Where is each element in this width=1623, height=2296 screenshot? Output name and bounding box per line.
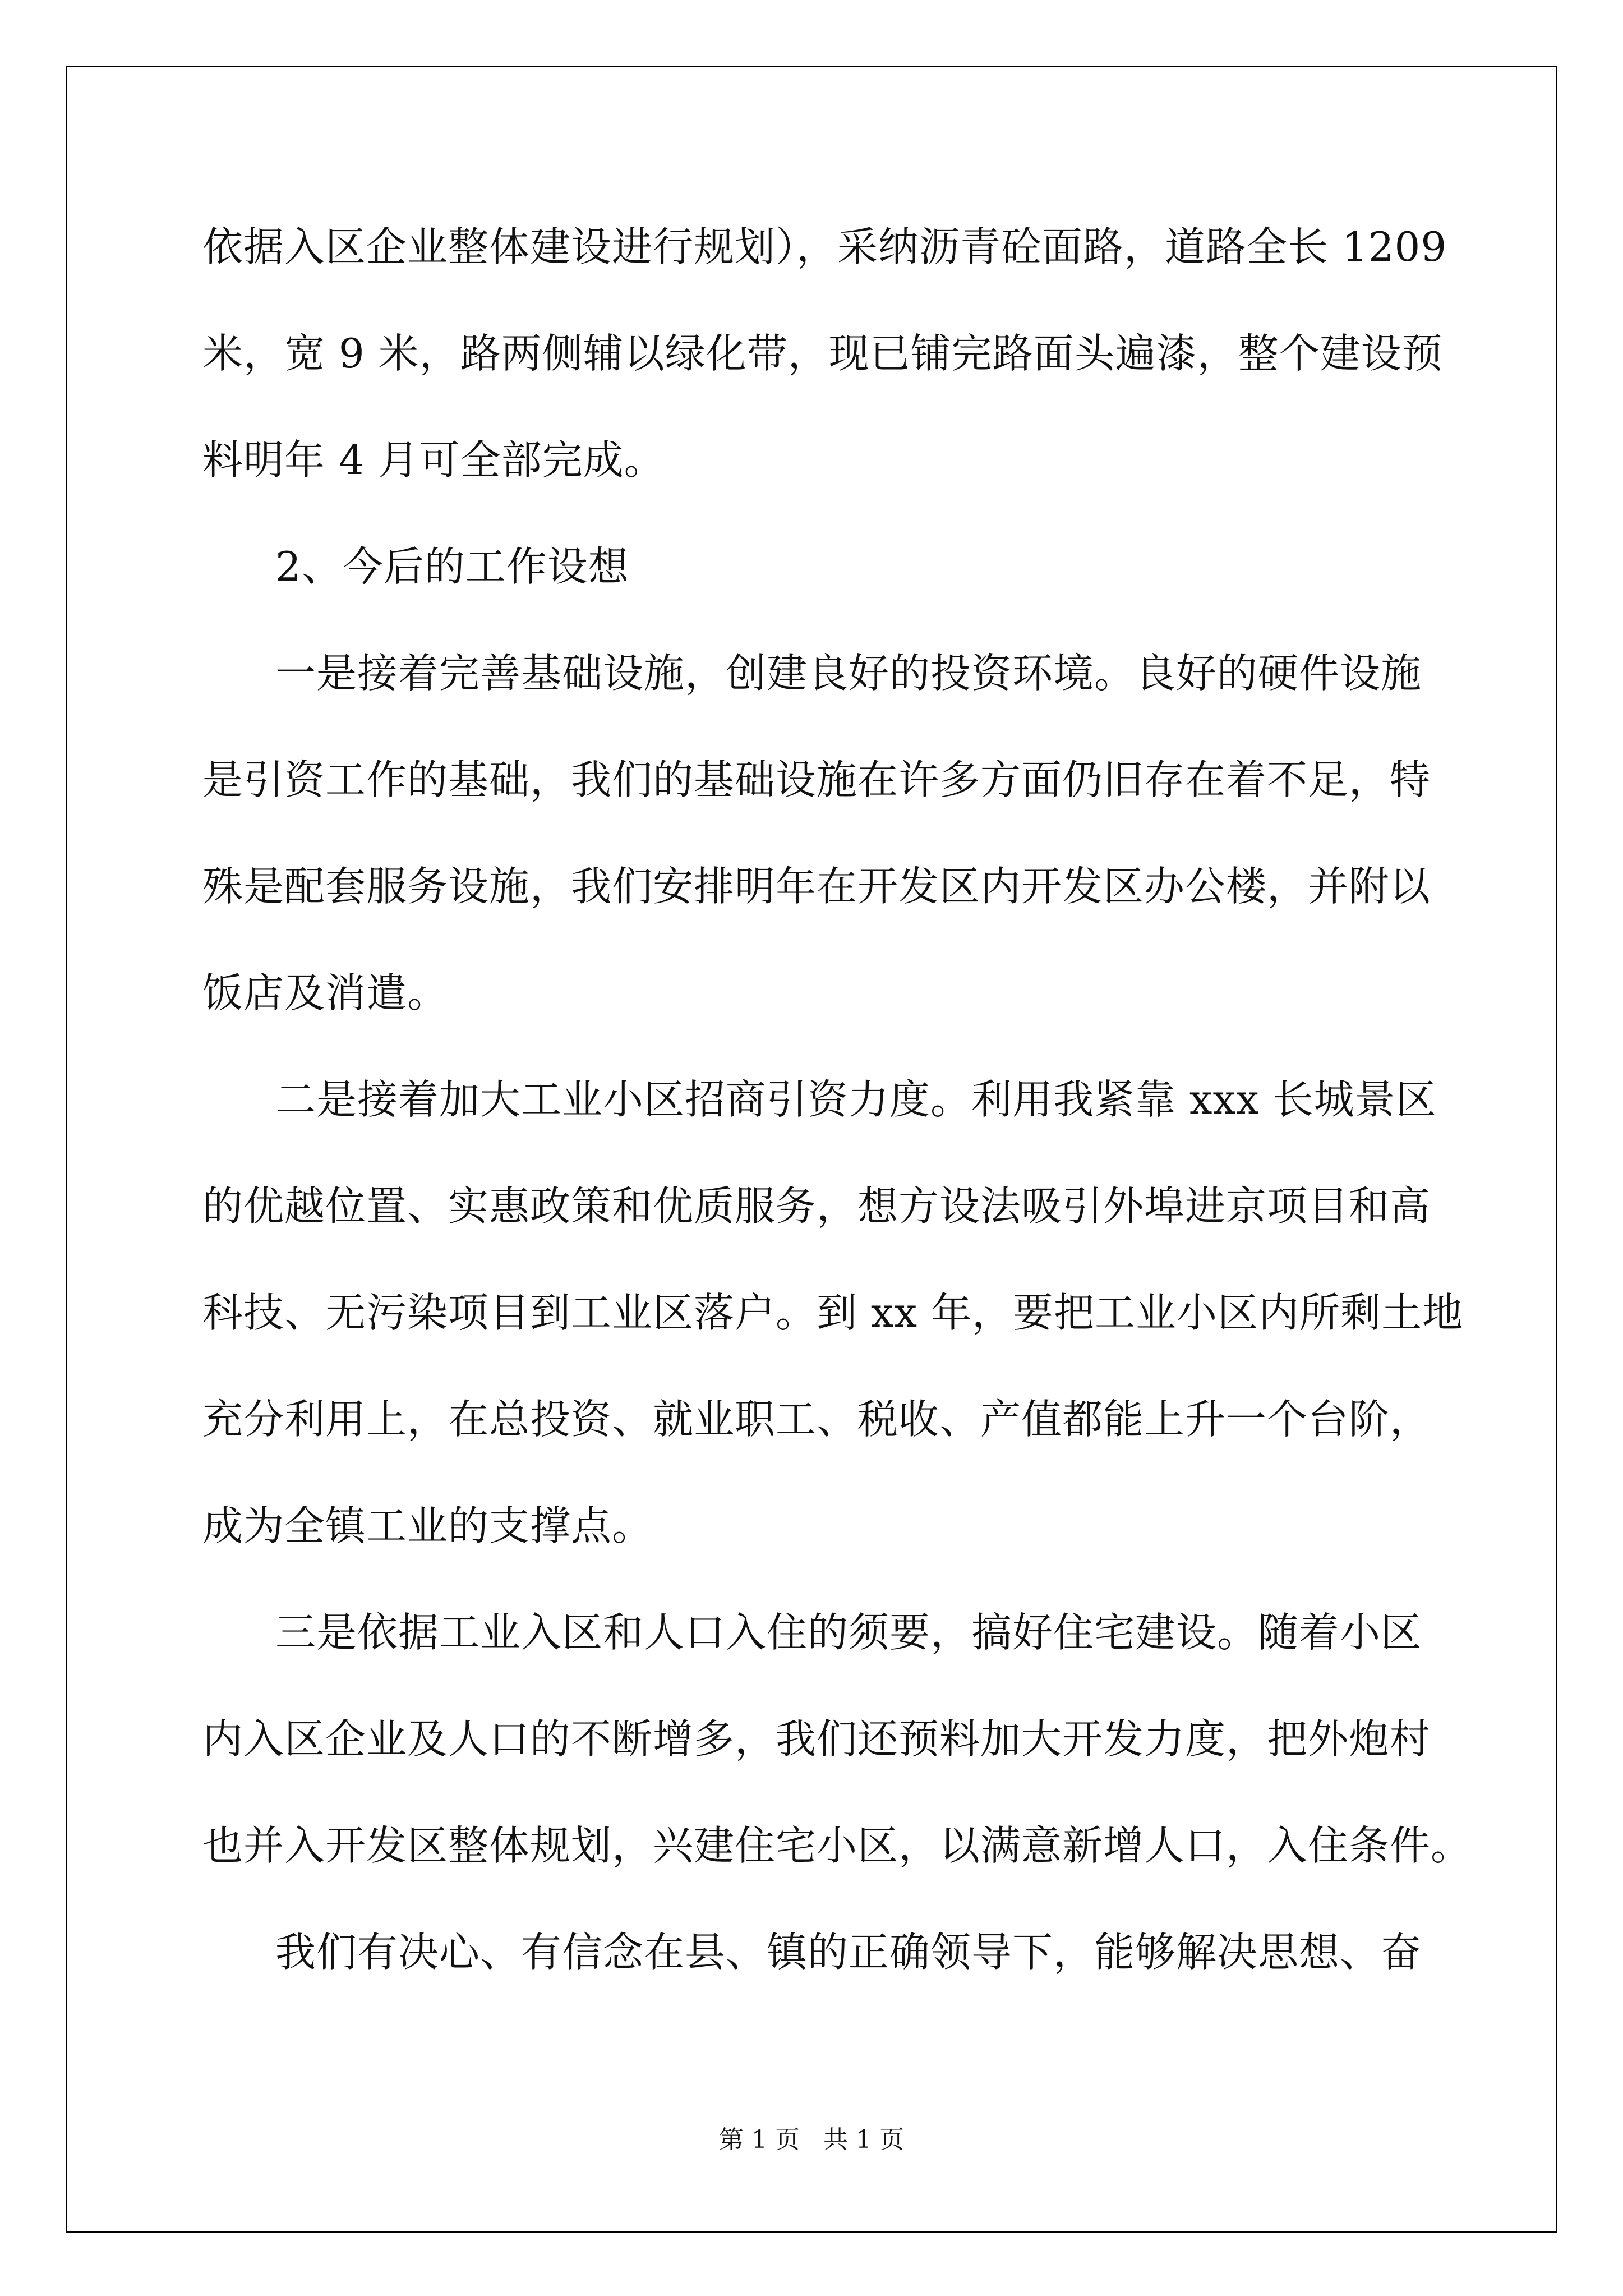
text-line: 二是接着加大工业小区招商引资力度。利用我紧靠 xxx 长城景区 (275, 1076, 1437, 1123)
text-line: 也并入开发区整体规划，兴建住宅小区，以满意新增人口，入住条件。 (202, 1822, 1472, 1869)
text-line: 科技、无污染项目到工业区落户。到 xx 年，要把工业小区内所剩土地 (202, 1289, 1463, 1336)
text-line: 三是依据工业入区和人口入住的须要，搞好住宅建设。随着小区 (275, 1609, 1422, 1656)
section-heading: 2、今后的工作设想 (275, 543, 629, 590)
text-line: 一是接着完善基础设施，创建良好的投资环境。良好的硬件设施 (275, 650, 1422, 697)
page-border (66, 66, 1557, 2233)
text-line: 是引资工作的基础，我们的基础设施在许多方面仍旧存在着不足，特 (202, 756, 1431, 803)
text-line: 殊是配套服务设施，我们安排明年在开发区内开发区办公楼，并附以 (202, 863, 1431, 910)
text-line: 我们有决心、有信念在县、镇的正确领导下，能够解决思想、奋 (275, 1929, 1422, 1976)
text-line: 米，宽 9 米，路两侧辅以绿化带，现已铺完路面头遍漆，整个建设预 (202, 330, 1443, 377)
text-line: 成为全镇工业的支撑点。 (202, 1502, 653, 1549)
page-total: 共 1 页 (823, 2125, 904, 2154)
text-line: 饭店及消遣。 (202, 969, 449, 1016)
text-line: 内入区企业及人口的不断增多，我们还预料加大开发力度，把外炮村 (202, 1715, 1431, 1763)
text-line: 充分利用上，在总投资、就业职工、税收、产值都能上升一个台阶， (202, 1396, 1431, 1443)
page-number: 第 1 页 (719, 2125, 800, 2154)
text-line: 料明年 4 月可全部完成。 (202, 436, 665, 484)
text-line: 的优越位置、实惠政策和优质服务，想方设法吸引外埠进京项目和高 (202, 1182, 1431, 1230)
page-footer (0, 2125, 1623, 2154)
text-line: 依据入区企业整体建设进行规划），采纳沥青砼面路，道路全长 1209 (202, 223, 1447, 270)
